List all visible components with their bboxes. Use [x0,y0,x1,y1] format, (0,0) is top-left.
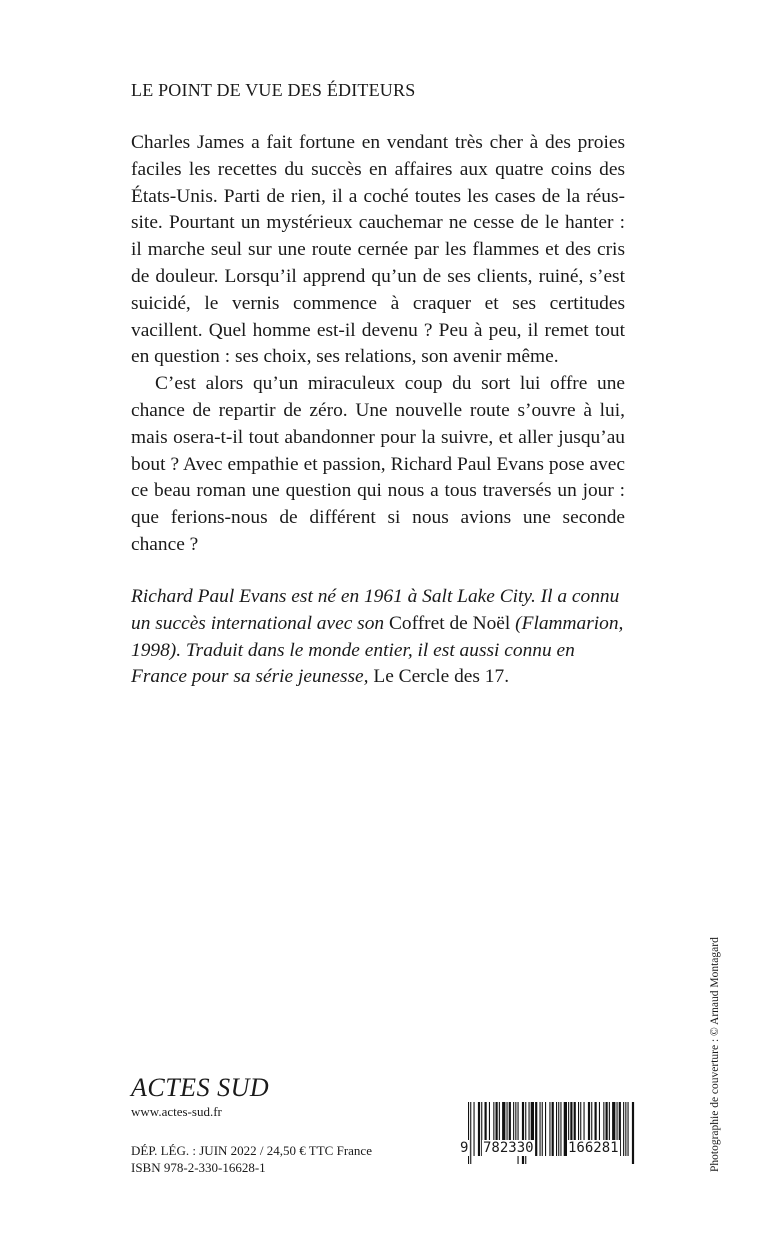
series-title: Le Cercle des 17 [373,666,505,688]
author-bio [131,584,631,691]
bio-text: Richard Paul Evans est né en 1961 à Salt Lake City. Il a connu un succès international avec son [131,586,620,634]
barcode-digits-left: 782330 [483,1140,534,1156]
blurb-paragraph: C’est alors qu’un miraculeux coup du sort lui offre une chance de repartir de zéro. Une nouvelle route s’ouvre à lui, mais osera-t-il tout abandonner pour la suivre, et aller jusqu’au bout ? Avec empathie et passion, Richard Paul Evans pose avec ce beau roman une question qui nous a tous traversés un jour : que ferions-nous de différent si nous avions une seconde chance ? [131,373,625,555]
blurb-paragraph: Charles James a fait fortune en vendant très cher à des proies faciles les recettes du succès en affaires aux quatre coins des États-Unis. Parti de rien, il a coché toutes les cases de la réussite. Pourtant un mystérieux cauchemar ne cesse de le hanter : il marche seul sur une route cernée par les flammes et des cris de douleur. Lorsqu’il apprend qu’un de ses clients, ruiné, s’est suicidé, le vernis commence à craquer et ses certitudes vacillent. Quel homme est-il devenu ? Peu à peu, il remet tout en question : ses choix, ses relations, son avenir même. [131,132,625,368]
book-title: Coffret de Noël [388,612,511,634]
barcode-digit-first: 9 [460,1140,469,1156]
publisher-logo: ACTES SUD [131,1073,270,1102]
legal-info [131,1142,372,1176]
photo-credit: Photographie de couverture : © Arnaud Montagard [709,937,721,1172]
section-heading: LE POINT DE VUE DES ÉDITEURS [131,80,416,100]
publisher-url: www.actes-sud.fr [131,1104,222,1119]
barcode-digits-right: 166281 [568,1140,619,1156]
bio-text: . [504,666,510,688]
barcode-digits [459,1137,643,1159]
blurb [131,130,625,559]
author-bio-text [131,584,631,691]
isbn-text: ISBN 978-2-330-16628-1 [131,1160,266,1175]
bio-text: (Flammarion, 1998). Traduit dans le monde entier, il est aussi connu en France pour sa série jeunesse, [131,612,624,688]
legal-deposit-price: DÉP. LÉG. : JUIN 2022 / 24,50 € TTC France [131,1143,372,1158]
